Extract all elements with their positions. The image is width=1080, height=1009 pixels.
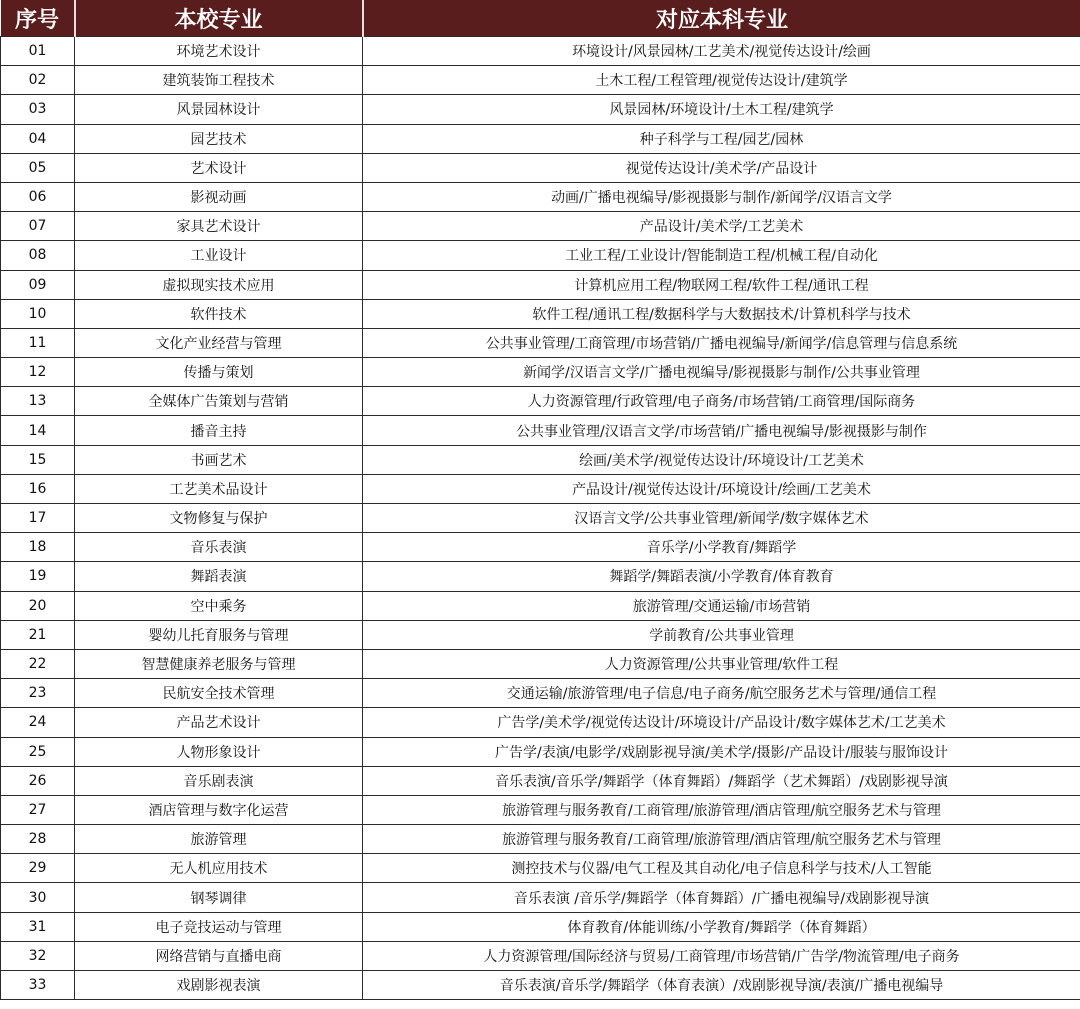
row-undergraduate-majors: 种子科学与工程/园艺/园林 [363, 124, 1080, 153]
row-index: 05 [1, 153, 75, 182]
row-school-major: 钢琴调律 [75, 883, 363, 912]
row-undergraduate-majors: 旅游管理与服务教育/工商管理/旅游管理/酒店管理/航空服务艺术与管理 [363, 795, 1080, 824]
row-undergraduate-majors: 视觉传达设计/美术学/产品设计 [363, 153, 1080, 182]
row-index: 06 [1, 182, 75, 211]
table-row [1, 562, 1080, 591]
row-undergraduate-majors: 公共事业管理/汉语言文学/市场营销/广播电视编导/影视摄影与制作 [363, 416, 1080, 445]
row-undergraduate-majors: 公共事业管理/工商管理/市场营销/广播电视编导/新闻学/信息管理与信息系统 [363, 328, 1080, 357]
row-undergraduate-majors: 绘画/美术学/视觉传达设计/环境设计/工艺美术 [363, 445, 1080, 474]
row-index: 17 [1, 504, 75, 533]
row-index: 14 [1, 416, 75, 445]
table-row [1, 358, 1080, 387]
row-index: 26 [1, 766, 75, 795]
row-undergraduate-majors: 人力资源管理/行政管理/电子商务/市场营销/工商管理/国际商务 [363, 387, 1080, 416]
table-row [1, 737, 1080, 766]
row-index: 32 [1, 941, 75, 970]
row-index: 01 [1, 37, 75, 66]
row-school-major: 风景园林设计 [75, 95, 363, 124]
row-undergraduate-majors: 产品设计/视觉传达设计/环境设计/绘画/工艺美术 [363, 474, 1080, 503]
table-row [1, 941, 1080, 970]
row-undergraduate-majors: 环境设计/风景园林/工艺美术/视觉传达设计/绘画 [363, 37, 1080, 66]
row-undergraduate-majors: 广告学/美术学/视觉传达设计/环境设计/产品设计/数字媒体艺术/工艺美术 [363, 708, 1080, 737]
row-index: 31 [1, 912, 75, 941]
row-index: 29 [1, 854, 75, 883]
row-index: 23 [1, 679, 75, 708]
row-school-major: 人物形象设计 [75, 737, 363, 766]
row-index: 18 [1, 533, 75, 562]
table-row [1, 679, 1080, 708]
row-index: 30 [1, 883, 75, 912]
row-school-major: 园艺技术 [75, 124, 363, 153]
table-row [1, 708, 1080, 737]
row-undergraduate-majors: 新闻学/汉语言文学/广播电视编导/影视摄影与制作/公共事业管理 [363, 358, 1080, 387]
row-index: 07 [1, 212, 75, 241]
row-undergraduate-majors: 广告学/表演/电影学/戏剧影视导演/美术学/摄影/产品设计/服装与服饰设计 [363, 737, 1080, 766]
table-row [1, 153, 1080, 182]
row-school-major: 工艺美术品设计 [75, 474, 363, 503]
row-index: 33 [1, 971, 75, 1000]
row-index: 16 [1, 474, 75, 503]
row-undergraduate-majors: 汉语言文学/公共事业管理/新闻学/数字媒体艺术 [363, 504, 1080, 533]
row-undergraduate-majors: 体育教育/体能训练/小学教育/舞蹈学（体育舞蹈） [363, 912, 1080, 941]
row-undergraduate-majors: 人力资源管理/国际经济与贸易/工商管理/市场营销/广告学/物流管理/电子商务 [363, 941, 1080, 970]
header-index: 序号 [1, 0, 75, 37]
row-undergraduate-majors: 风景园林/环境设计/土木工程/建筑学 [363, 95, 1080, 124]
table-row [1, 766, 1080, 795]
row-school-major: 虚拟现实技术应用 [75, 270, 363, 299]
row-school-major: 播音主持 [75, 416, 363, 445]
row-undergraduate-majors: 旅游管理/交通运输/市场营销 [363, 591, 1080, 620]
row-school-major: 婴幼儿托育服务与管理 [75, 620, 363, 649]
table-row [1, 124, 1080, 153]
row-undergraduate-majors: 软件工程/通讯工程/数据科学与大数据技术/计算机科学与技术 [363, 299, 1080, 328]
row-undergraduate-majors: 旅游管理与服务教育/工商管理/旅游管理/酒店管理/航空服务艺术与管理 [363, 825, 1080, 854]
table-row [1, 66, 1080, 95]
header-undergraduate-majors: 对应本科专业 [363, 0, 1080, 37]
row-undergraduate-majors: 土木工程/工程管理/视觉传达设计/建筑学 [363, 66, 1080, 95]
table-row [1, 182, 1080, 211]
row-undergraduate-majors: 音乐表演/音乐学/舞蹈学（体育舞蹈）/舞蹈学（艺术舞蹈）/戏剧影视导演 [363, 766, 1080, 795]
table-row [1, 474, 1080, 503]
table-row [1, 912, 1080, 941]
row-school-major: 建筑装饰工程技术 [75, 66, 363, 95]
table-row [1, 591, 1080, 620]
row-school-major: 电子竞技运动与管理 [75, 912, 363, 941]
row-index: 02 [1, 66, 75, 95]
table-row [1, 37, 1080, 66]
row-school-major: 家具艺术设计 [75, 212, 363, 241]
row-school-major: 工业设计 [75, 241, 363, 270]
row-school-major: 舞蹈表演 [75, 562, 363, 591]
row-school-major: 旅游管理 [75, 825, 363, 854]
row-index: 20 [1, 591, 75, 620]
table-header-row [1, 0, 1080, 37]
row-school-major: 全媒体广告策划与营销 [75, 387, 363, 416]
row-index: 04 [1, 124, 75, 153]
row-undergraduate-majors: 人力资源管理/公共事业管理/软件工程 [363, 649, 1080, 678]
row-school-major: 音乐表演 [75, 533, 363, 562]
row-school-major: 戏剧影视表演 [75, 971, 363, 1000]
table-row [1, 270, 1080, 299]
table-row [1, 825, 1080, 854]
row-undergraduate-majors: 音乐表演 /音乐学/舞蹈学（体育舞蹈）/广播电视编导/戏剧影视导演 [363, 883, 1080, 912]
table-row [1, 416, 1080, 445]
row-index: 28 [1, 825, 75, 854]
row-school-major: 产品艺术设计 [75, 708, 363, 737]
row-school-major: 智慧健康养老服务与管理 [75, 649, 363, 678]
table-row [1, 620, 1080, 649]
table-row [1, 212, 1080, 241]
row-undergraduate-majors: 产品设计/美术学/工艺美术 [363, 212, 1080, 241]
row-index: 27 [1, 795, 75, 824]
row-undergraduate-majors: 交通运输/旅游管理/电子信息/电子商务/航空服务艺术与管理/通信工程 [363, 679, 1080, 708]
header-school-major: 本校专业 [75, 0, 363, 37]
row-school-major: 空中乘务 [75, 591, 363, 620]
row-undergraduate-majors: 计算机应用工程/物联网工程/软件工程/通讯工程 [363, 270, 1080, 299]
table-row [1, 504, 1080, 533]
table-row [1, 445, 1080, 474]
row-undergraduate-majors: 音乐表演/音乐学/舞蹈学（体育表演）/戏剧影视导演/表演/广播电视编导 [363, 971, 1080, 1000]
table-row [1, 971, 1080, 1000]
row-undergraduate-majors: 学前教育/公共事业管理 [363, 620, 1080, 649]
table-row [1, 241, 1080, 270]
row-index: 19 [1, 562, 75, 591]
row-index: 11 [1, 328, 75, 357]
row-undergraduate-majors: 工业工程/工业设计/智能制造工程/机械工程/自动化 [363, 241, 1080, 270]
row-index: 24 [1, 708, 75, 737]
table-row [1, 299, 1080, 328]
row-school-major: 民航安全技术管理 [75, 679, 363, 708]
table-row [1, 328, 1080, 357]
table-row [1, 854, 1080, 883]
row-school-major: 传播与策划 [75, 358, 363, 387]
row-school-major: 书画艺术 [75, 445, 363, 474]
row-undergraduate-majors: 舞蹈学/舞蹈表演/小学教育/体育教育 [363, 562, 1080, 591]
table-row [1, 649, 1080, 678]
row-school-major: 音乐剧表演 [75, 766, 363, 795]
table-row [1, 795, 1080, 824]
table-row [1, 95, 1080, 124]
row-index: 13 [1, 387, 75, 416]
row-undergraduate-majors: 测控技术与仪器/电气工程及其自动化/电子信息科学与技术/人工智能 [363, 854, 1080, 883]
table-row [1, 387, 1080, 416]
row-index: 10 [1, 299, 75, 328]
row-school-major: 艺术设计 [75, 153, 363, 182]
row-school-major: 文化产业经营与管理 [75, 328, 363, 357]
table-row [1, 533, 1080, 562]
row-index: 21 [1, 620, 75, 649]
row-school-major: 无人机应用技术 [75, 854, 363, 883]
row-undergraduate-majors: 动画/广播电视编导/影视摄影与制作/新闻学/汉语言文学 [363, 182, 1080, 211]
row-index: 09 [1, 270, 75, 299]
row-index: 03 [1, 95, 75, 124]
row-index: 08 [1, 241, 75, 270]
row-index: 12 [1, 358, 75, 387]
row-index: 15 [1, 445, 75, 474]
row-school-major: 酒店管理与数字化运营 [75, 795, 363, 824]
row-index: 22 [1, 649, 75, 678]
row-school-major: 软件技术 [75, 299, 363, 328]
row-school-major: 文物修复与保护 [75, 504, 363, 533]
row-index: 25 [1, 737, 75, 766]
row-school-major: 影视动画 [75, 182, 363, 211]
table-row [1, 883, 1080, 912]
row-undergraduate-majors: 音乐学/小学教育/舞蹈学 [363, 533, 1080, 562]
row-school-major: 网络营销与直播电商 [75, 941, 363, 970]
row-school-major: 环境艺术设计 [75, 37, 363, 66]
